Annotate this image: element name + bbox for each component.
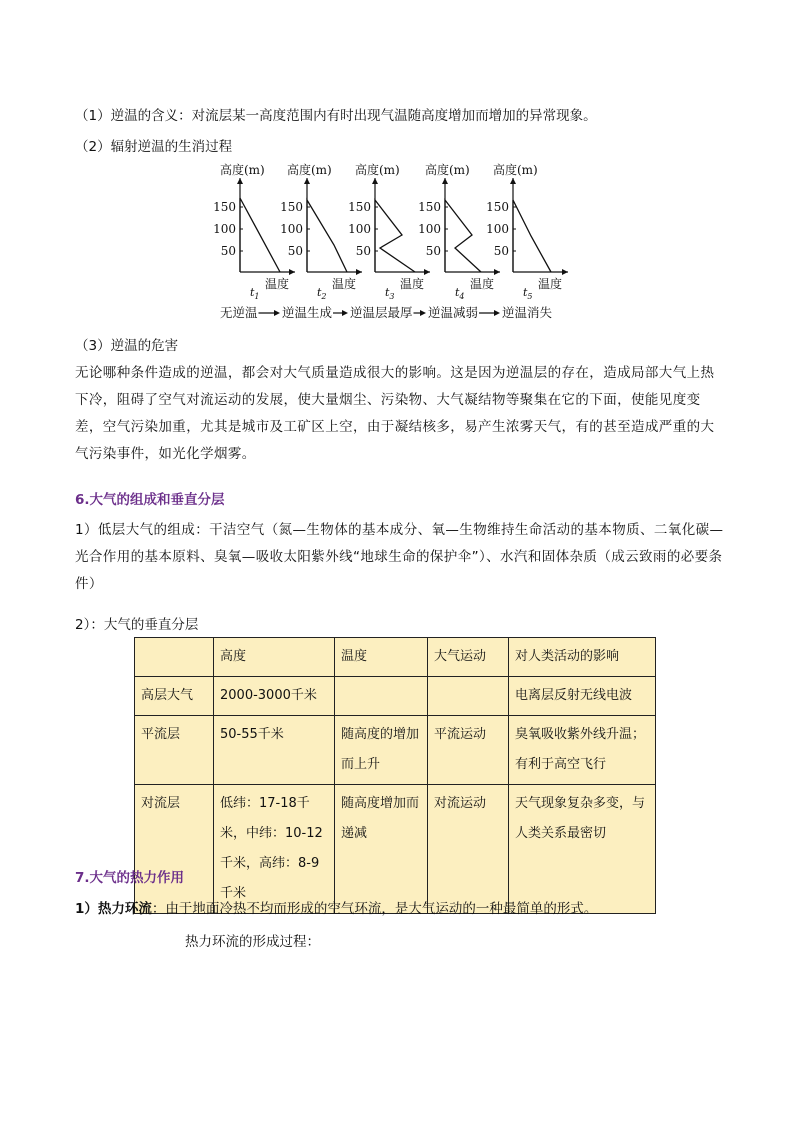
time-label: $t_1$ — [250, 286, 260, 301]
time-label: $t_5$ — [523, 286, 533, 301]
table-cell: 低纬：17-18千米，中纬：10-12千米，高纬：8-9千米 — [214, 785, 335, 914]
table-cell: 平流层 — [135, 716, 214, 785]
table-row — [135, 677, 656, 716]
stage-label: 逆温层最厚 — [350, 305, 413, 320]
x-axis-arrow — [424, 269, 430, 275]
time-label: $t_2$ — [317, 286, 327, 301]
x-axis-label: 温度 — [265, 277, 290, 291]
time-label: $t_3$ — [385, 286, 395, 301]
x-axis-label: 温度 — [332, 277, 357, 291]
y-axis-arrow — [442, 178, 448, 184]
tick-label: 50 — [355, 244, 371, 258]
table-cell: 2000-3000千米 — [214, 677, 335, 716]
table-header-cell: 温度 — [335, 638, 428, 677]
y-axis-arrow — [372, 178, 378, 184]
x-axis-label: 温度 — [538, 277, 563, 291]
table-cell: 电离层反射无线电波 — [509, 677, 656, 716]
x-axis-arrow — [562, 269, 568, 275]
table-cell: 随高度增加而递减 — [335, 785, 428, 914]
vertical-layers-title: 2）：大气的垂直分层 — [75, 617, 199, 633]
tick-label: 150 — [280, 200, 303, 214]
stage-label: 逆温生成 — [282, 305, 333, 320]
x-axis-label: 温度 — [400, 277, 425, 291]
tick-label: 100 — [213, 222, 236, 236]
tick-label: 100 — [486, 222, 509, 236]
tick-label: 150 — [213, 200, 236, 214]
y-axis-label: 高度(m) — [425, 163, 470, 177]
table-cell: 高层大气 — [135, 677, 214, 716]
y-axis-label: 高度(m) — [493, 163, 538, 177]
stage-label: 逆温消失 — [502, 305, 553, 320]
table-cell: 对流层 — [135, 785, 214, 914]
low-atmosphere-composition: 1）低层大气的组成：干洁空气（氮—生物体的基本成分、氧—生物维持生命活动的基本物质、二氧化碳—光合作用的基本原料、臭氧—吸收太阳紫外线“地球生命的保护伞”）、水汽和固体杂质（成云致雨的必要条件） — [75, 522, 724, 592]
table-cell: 50-55千米 — [214, 716, 335, 785]
tick-label: 100 — [280, 222, 303, 236]
stage-label: 无逆温 — [220, 305, 258, 320]
thermal-circulation-process-title: 热力环流的形成过程： — [185, 934, 320, 950]
temperature-curve — [445, 200, 481, 272]
y-axis-label: 高度(m) — [287, 163, 332, 177]
tick-label: 100 — [418, 222, 441, 236]
stage-arrowhead — [494, 310, 500, 316]
table-row — [135, 716, 656, 785]
inversion-definition: （1）逆温的含义：对流层某一高度范围内有时出现气温随高度增加而增加的异常现象。 — [75, 108, 597, 124]
section-6-heading: 6.大气的组成和垂直分层 — [75, 492, 225, 508]
table-cell: 对流运动 — [428, 785, 509, 914]
table-header-cell: 对人类活动的影响 — [509, 638, 656, 677]
table-cell: 平流运动 — [428, 716, 509, 785]
inversion-process-title: （2）辐射逆温的生消过程 — [75, 139, 233, 155]
table-header-cell: 高度 — [214, 638, 335, 677]
thermal-circulation-term: 1）热力环流 — [75, 901, 152, 917]
section-7-heading: 7.大气的热力作用 — [75, 870, 185, 886]
x-axis-arrow — [289, 269, 295, 275]
x-axis-label: 温度 — [470, 277, 495, 291]
table-cell: 天气现象复杂多变，与人类关系最密切 — [509, 785, 656, 914]
table-row — [135, 785, 656, 914]
y-axis-arrow — [510, 178, 516, 184]
stage-label: 逆温减弱 — [428, 305, 479, 320]
temperature-curve — [307, 200, 347, 272]
temperature-curve — [375, 200, 415, 272]
tick-label: 100 — [348, 222, 371, 236]
tick-label: 50 — [425, 244, 441, 258]
tick-label: 50 — [220, 244, 236, 258]
table-cell — [428, 677, 509, 716]
inversion-harm-title: （3）逆温的危害 — [75, 338, 179, 354]
table-header-cell — [135, 638, 214, 677]
atmosphere-layers-table — [134, 637, 656, 914]
y-axis-arrow — [237, 178, 243, 184]
x-axis-arrow — [494, 269, 500, 275]
time-label: $t_4$ — [455, 286, 465, 301]
tick-label: 50 — [493, 244, 509, 258]
tick-label: 150 — [418, 200, 441, 214]
temperature-curve — [240, 198, 280, 272]
table-cell: 臭氧吸收紫外线升温；有利于高空飞行 — [509, 716, 656, 785]
y-axis-label: 高度(m) — [355, 163, 400, 177]
table-header-cell: 大气运动 — [428, 638, 509, 677]
tick-label: 150 — [486, 200, 509, 214]
stage-arrowhead — [420, 310, 426, 316]
y-axis-arrow — [304, 178, 310, 184]
table-header-row — [135, 638, 656, 677]
table-cell — [335, 677, 428, 716]
tick-label: 150 — [348, 200, 371, 214]
stage-arrowhead — [274, 310, 280, 316]
stage-arrowhead — [342, 310, 348, 316]
temperature-curve — [513, 200, 551, 272]
thermal-circulation-text: ：由于地面冷热不均而形成的空气环流，是大气运动的一种最简单的形式。 — [151, 901, 598, 917]
inversion-harm-paragraph: 无论哪种条件造成的逆温，都会对大气质量造成很大的影响。这是因为逆温层的存在，造成局部大气上热下冷，阻碍了空气对流运动的发展，使大量烟尘、污染物、大气凝结物等聚集在它的下面，使能见度变差，空气污染加重，尤其是城市及工矿区上空，由于凝结核多，易产生浓雾天气，有的甚至造成严重的大气污染事件，如光化学烟雾。 — [75, 365, 715, 462]
thermal-circulation-definition — [75, 897, 597, 917]
x-axis-arrow — [356, 269, 362, 275]
inversion-diagram — [210, 160, 590, 325]
y-axis-label: 高度(m) — [220, 163, 265, 177]
tick-label: 50 — [287, 244, 303, 258]
table-cell: 随高度的增加而上升 — [335, 716, 428, 785]
